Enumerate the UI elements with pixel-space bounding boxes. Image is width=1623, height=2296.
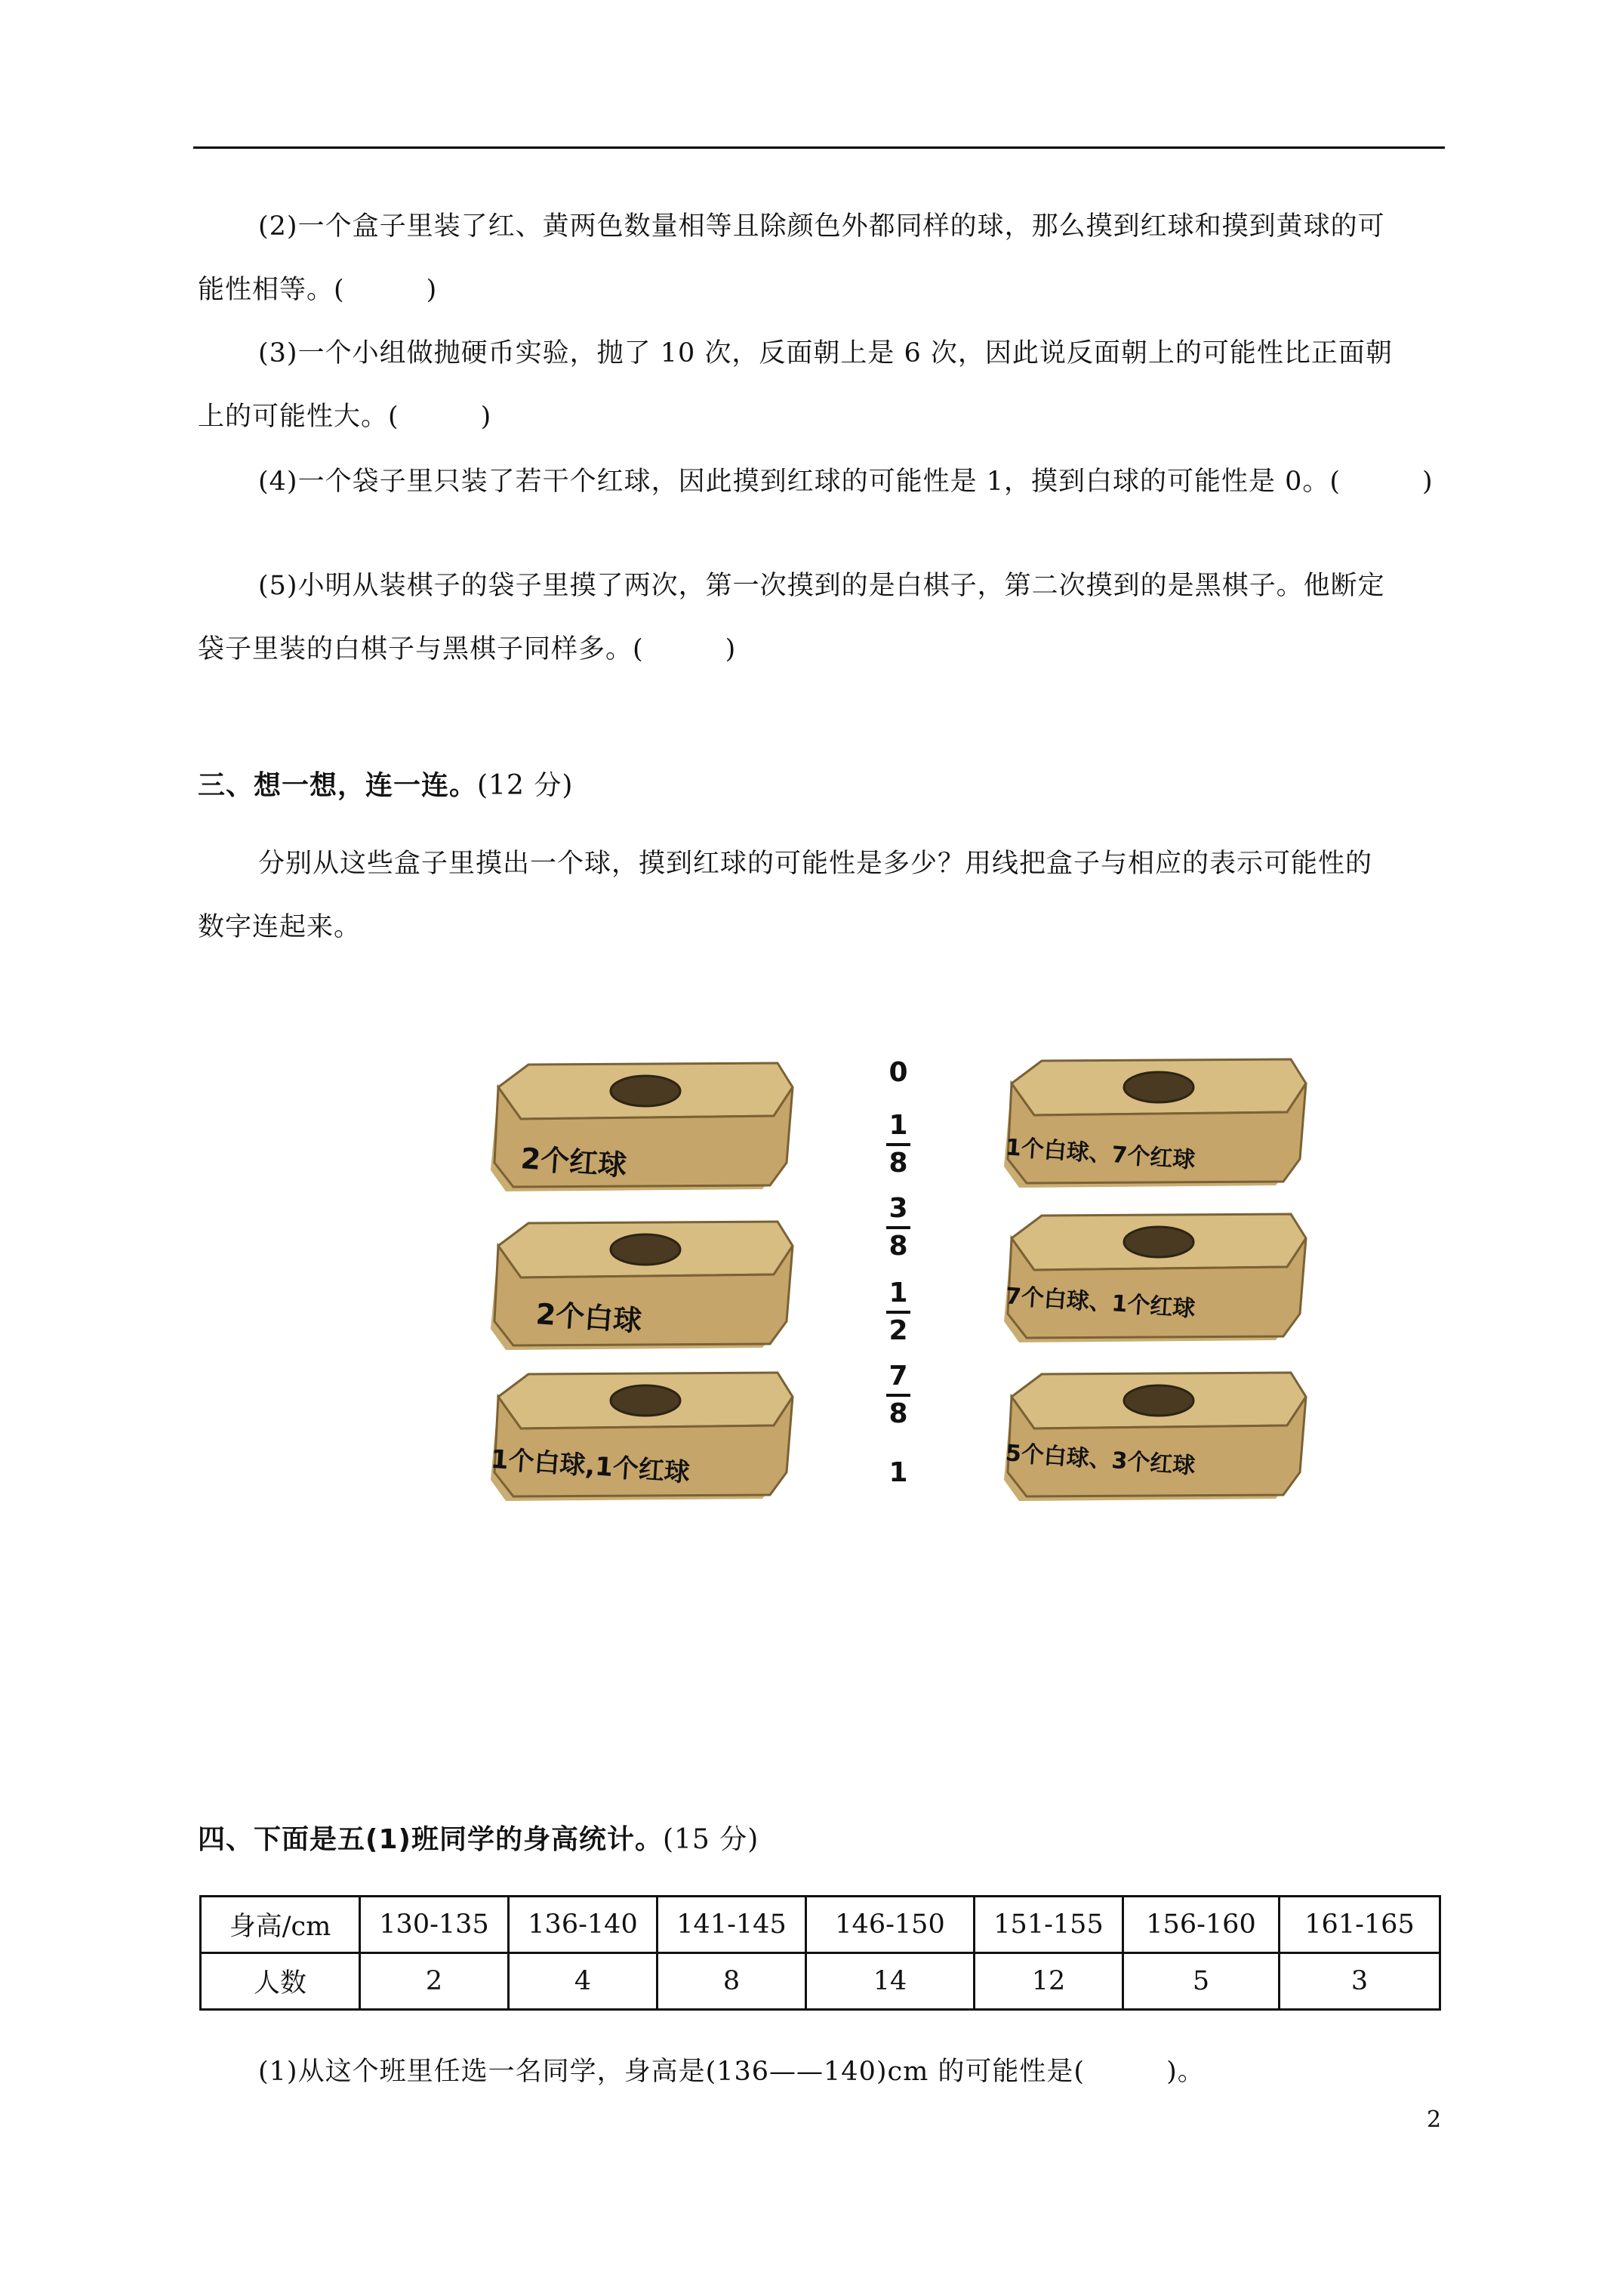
table-cell: 130-135 bbox=[360, 1897, 509, 1953]
box-right-1 bbox=[989, 1053, 1321, 1189]
height-stats-table bbox=[199, 1895, 1441, 2011]
table-header-cell: 人数 bbox=[201, 1953, 360, 2010]
table-cell: 5 bbox=[1123, 1953, 1280, 2010]
box-right-3-label: 5个白球、3个红球 bbox=[1004, 1440, 1196, 1480]
prob-one: 1 bbox=[888, 1457, 908, 1488]
table-cell: 8 bbox=[658, 1953, 806, 2010]
question-5: (5)小明从装棋子的袋子里摸了两次，第一次摸到的是白棋子，第二次摸到的是黑棋子。他断定 袋子里装的白棋子与黑棋子同样多。( ) bbox=[198, 571, 1385, 664]
prob-one-half: 1 2 bbox=[876, 1277, 921, 1347]
table-row bbox=[201, 1953, 1440, 2010]
box-left-2-label: 2个白球 bbox=[534, 1297, 643, 1338]
table-header-cell: 身高/cm bbox=[201, 1897, 360, 1953]
table-cell: 3 bbox=[1280, 1953, 1440, 2010]
section4-heading: 四、下面是五(1)班同学的身高统计。(15 分) bbox=[198, 1824, 759, 1855]
box-left-1 bbox=[476, 1057, 808, 1193]
table-cell: 141-145 bbox=[658, 1897, 806, 1953]
table-cell: 2 bbox=[360, 1953, 509, 2010]
question-2: (2)一个盒子里装了红、黄两色数量相等且除颜色外都同样的球，那么摸到红球和摸到黄球的可 能性相等。( ) bbox=[198, 211, 1385, 305]
box-left-2 bbox=[476, 1216, 808, 1351]
section3-heading: 三、想一想，连一连。(12 分) bbox=[198, 770, 574, 801]
box-right-3 bbox=[989, 1367, 1321, 1502]
table-row bbox=[201, 1897, 1440, 1953]
prob-three-eighths: 3 8 bbox=[876, 1193, 921, 1262]
table-cell: 146-150 bbox=[806, 1897, 975, 1953]
question-4: (4)一个袋子里只装了若干个红球，因此摸到红球的可能性是 1，摸到白球的可能性是 0。( ) bbox=[258, 467, 1434, 497]
box-right-2-label: 7个白球、1个红球 bbox=[1004, 1283, 1196, 1323]
section3-instruction: 分别从这些盒子里摸出一个球，摸到红球的可能性是多少？用线把盒子与相应的表示可能性的 数字连起来。 bbox=[198, 849, 1373, 942]
table-cell: 12 bbox=[975, 1953, 1123, 2010]
prob-seven-eighths: 7 8 bbox=[876, 1361, 921, 1430]
section4-question-1: (1)从这个班里任选一名同学，身高是(136——140)cm 的可能性是( )。 bbox=[258, 2057, 1205, 2087]
box-left-1-label: 2个红球 bbox=[519, 1142, 628, 1182]
prob-one-eighth: 1 8 bbox=[876, 1110, 921, 1179]
header-rule bbox=[193, 146, 1445, 149]
table-cell: 151-155 bbox=[975, 1897, 1123, 1953]
table-cell: 136-140 bbox=[509, 1897, 658, 1953]
table-cell: 161-165 bbox=[1280, 1897, 1440, 1953]
box-left-3 bbox=[476, 1367, 808, 1502]
box-right-1-label: 1个白球、7个红球 bbox=[1004, 1134, 1196, 1174]
question-3: (3)一个小组做抛硬币实验，抛了 10 次，反面朝上是 6 次，因此说反面朝上的可能性比正面朝 上的可能性大。( ) bbox=[198, 338, 1393, 432]
table-cell: 14 bbox=[806, 1953, 975, 2010]
box-left-3-label: 1个白球,1个红球 bbox=[489, 1444, 691, 1489]
table-cell: 156-160 bbox=[1123, 1897, 1280, 1953]
box-right-2 bbox=[989, 1208, 1321, 1344]
prob-zero: 0 bbox=[888, 1057, 908, 1088]
table-cell: 4 bbox=[509, 1953, 658, 2010]
page-number: 2 bbox=[1427, 2106, 1442, 2133]
